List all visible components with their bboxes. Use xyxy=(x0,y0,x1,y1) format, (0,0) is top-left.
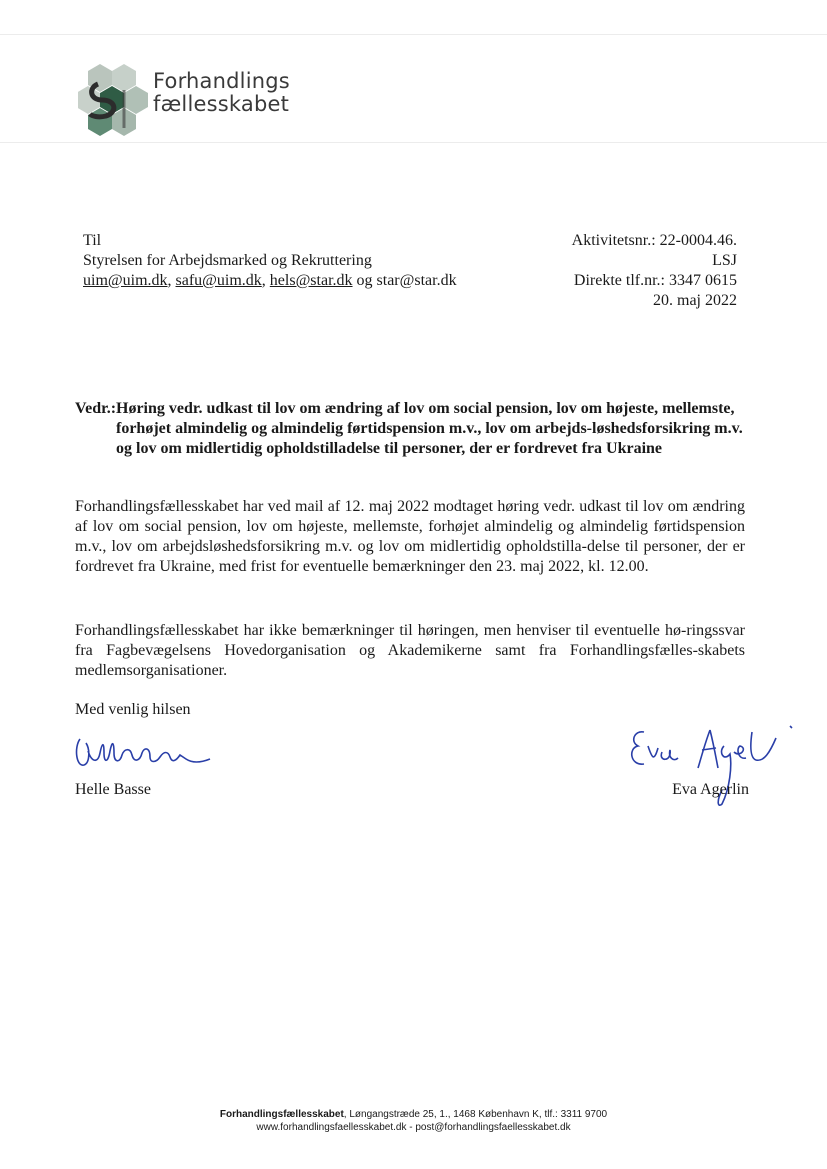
email-tail: og star@star.dk xyxy=(352,272,457,289)
email-link[interactable]: uim@uim.dk xyxy=(83,272,168,289)
subject-block xyxy=(75,399,745,459)
logo-line-2: fællesskabet xyxy=(153,92,290,116)
logo xyxy=(78,62,318,142)
signature-left xyxy=(70,733,220,780)
recipient-emails xyxy=(83,271,457,291)
subject-text: Høring vedr. udkast til lov om ændring af lov om social pension, lov om højeste, mellemste, forhøjet almindelig og almindelig førtidspension m.v., lov om arbejds-løshedsforsikring m.v. og lov om midlertidig opholdstilladelse til personer, der er fordrevet fra Ukraine xyxy=(116,400,743,457)
closing-greeting: Med venlig hilsen xyxy=(75,701,191,718)
signature-right xyxy=(620,718,820,815)
email-separator: , xyxy=(167,272,176,289)
signer-left-name: Helle Basse xyxy=(75,781,151,798)
footer xyxy=(0,1108,827,1134)
subject-label: Vedr.: xyxy=(75,400,117,417)
logo-line-1: Forhandlings xyxy=(153,69,290,93)
body-paragraph-1: Forhandlingsfællesskabet har ved mail af 12. maj 2022 modtaget høring vedr. udkast til lov om ændring af lov om social pension, lov om højeste, mellemste, forhøjet almindelig og almindelig førtidspension m.v., lov om arbejdsløshedsforsikring m.v. og lov om midlertidig opholdstilla-delse til personer, der er fordrevet fra Ukraine, med frist for eventuelle bemærkninger den 23. maj 2022, kl. 12.00. xyxy=(75,498,745,575)
body-paragraph-2: Forhandlingsfællesskabet har ikke bemærkninger til høringen, men henviser til eventuelle hø-ringssvar fra Fagbevægelsens Hovedorganisation og Akademikerne samt fra Forhandlingsfælles-skabets medlemsorganisationer. xyxy=(75,622,745,679)
signer-right-name: Eva Agerlin xyxy=(672,781,749,798)
footer-org: Forhandlingsfællesskabet xyxy=(219,1109,344,1120)
recipient-to: Til xyxy=(83,232,102,249)
logo-wordmark xyxy=(153,70,290,116)
email-link[interactable]: safu@uim.dk xyxy=(175,272,262,289)
footer-address: , Løngangstræde 25, 1., 1468 København K, tlf.: 3311 9700 xyxy=(343,1109,608,1120)
scan-artifact-line xyxy=(0,142,827,143)
initials: LSJ xyxy=(712,252,737,269)
letter-date: 20. maj 2022 xyxy=(653,292,737,309)
email-separator: , xyxy=(261,272,270,289)
reference-block xyxy=(572,231,737,311)
recipient-block xyxy=(83,231,457,291)
activity-number: Aktivitetsnr.: 22-0004.46. xyxy=(571,232,737,249)
recipient-org: Styrelsen for Arbejdsmarked og Rekruttering xyxy=(83,252,372,269)
direct-phone: Direkte tlf.nr.: 3347 0615 xyxy=(573,272,737,289)
footer-contact: www.forhandlingsfaellesskabet.dk - post@forhandlingsfaellesskabet.dk xyxy=(256,1122,571,1133)
footer-address-line xyxy=(0,1108,827,1121)
email-link[interactable]: hels@star.dk xyxy=(269,272,353,289)
scan-artifact-line xyxy=(0,34,827,35)
hexagon-logo-icon xyxy=(78,62,148,142)
